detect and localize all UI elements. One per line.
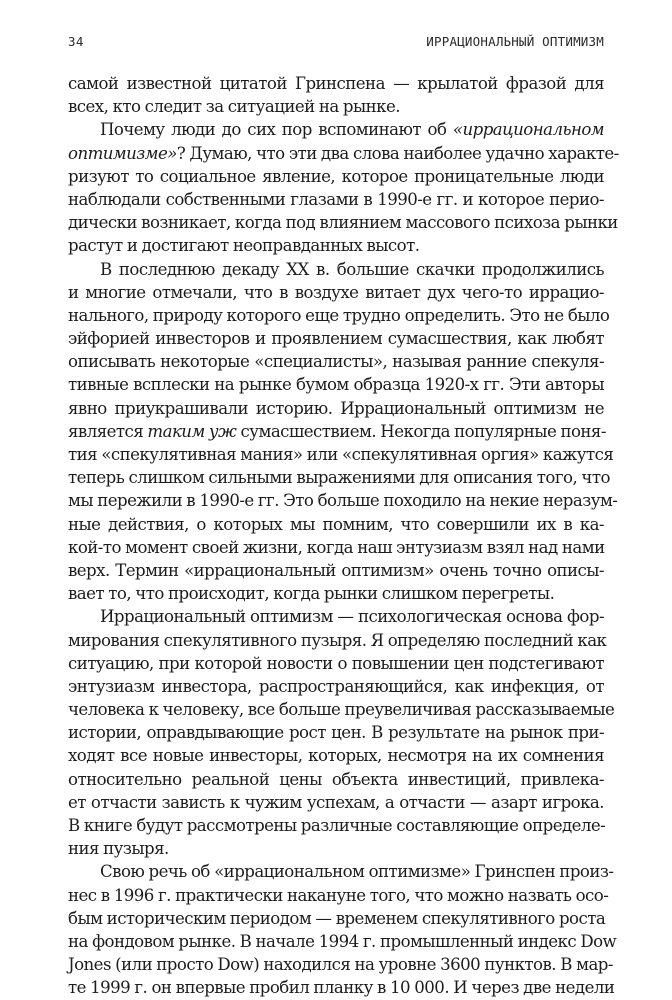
text-line: тивные всплески на рынке бумом образца 1920-х гг. Эти авторы <box>68 375 604 395</box>
text-line: ет отчасти зависть к чужим успехам, а отчасти — азарт игрока. <box>68 792 604 812</box>
text-line: человека к человеку, все больше преувеличивая рассказываемые <box>68 700 615 720</box>
text-line: эйфорией инвесторов и проявлением сумасшествия, как любят <box>68 329 604 349</box>
text-line: описывать некоторые «специалисты», называя ранние спекуля- <box>68 352 604 372</box>
text-line: энтузиазм инвестора, распространяющийся, как инфекция, от <box>68 676 604 696</box>
text-line: вает то, что происходит, когда рынки слишком перегреты. <box>68 584 555 604</box>
text-line: тия «спекулятивная мания» или «спекулятивная оргия» кажутся <box>68 445 614 464</box>
text-line: В книге будут рассмотрены различные составляющие определе- <box>68 816 606 835</box>
text-line: явно приукрашивали историю. Иррациональный оптимизм не <box>68 398 604 418</box>
text-line: ситуацию, при которой новости о повышении цен подстегивают <box>68 653 604 673</box>
text-line: на фондовом рынке. В начале 1994 г. промышленный индекс Dow <box>68 931 617 951</box>
text-line: нес в 1996 г. практически накануне того, что можно назвать осо- <box>68 885 609 905</box>
text-line: и многие отмечали, что в воздухе витает дух чего-то иррацио- <box>68 282 604 302</box>
running-title: ИРРАЦИОНАЛЬНЫЙ ОПТИМИЗМ <box>426 34 604 49</box>
text-line: дически возникает, когда под влиянием массового психоза рынки <box>68 213 618 233</box>
running-head <box>68 34 604 56</box>
text-line: истории, оправдывающие рост цен. В результате на рынок при- <box>68 723 604 743</box>
text-line: Свою речь об «иррациональном оптимизме» Гринспен произ- <box>100 862 614 882</box>
text-run: является <box>68 421 148 441</box>
text-line: кой-то момент своей жизни, когда наш энтузиазм взял над нами <box>68 537 605 557</box>
text-line <box>68 118 604 141</box>
text-line: В последнюю декаду XX в. большие скачки продолжились <box>100 259 604 279</box>
italic-run: «иррациональном <box>452 120 604 140</box>
text-run: Почему люди до сих пор вспоминают об <box>100 120 453 140</box>
text-line: ния пузыря. <box>68 839 169 859</box>
text-line: ризуют то социальное явление, которое проницательные люди <box>68 166 604 186</box>
text-line: наблюдали собственными глазами в 1990-е гг. и которое перио- <box>68 189 604 209</box>
text-line: мирования спекулятивного пузыря. Я определяю последний как <box>68 630 607 650</box>
text-line: ходят все новые инвесторы, которых, несмотря на их сомнения <box>68 746 604 766</box>
text-line: бым историческим периодом — временем спекулятивного роста <box>68 908 606 928</box>
text-line: ные действия, о которых мы помним, что совершили их в ка- <box>68 514 604 534</box>
text-line <box>68 142 619 165</box>
page-number: 34 <box>68 34 84 49</box>
body-text <box>68 72 619 1000</box>
text-line: теперь слишком сильными выражениями для описания того, что <box>68 468 610 488</box>
text-line: мы пережили в 1990-е гг. Это больше походило на некие неразум- <box>68 491 618 511</box>
text-line: нального, природу которого еще трудно определить. Это не было <box>68 305 610 325</box>
text-line: самой известной цитатой Гринспена — крылатой фразой для <box>68 74 604 93</box>
text-run: сумасшествием. Некогда популярные поня- <box>236 421 606 441</box>
text-line: верх. Термин «иррациональный оптимизм» очень точно описы- <box>68 560 604 580</box>
text-line: всех, кто следит за ситуацией на рынке. <box>68 97 400 117</box>
text-line: относительно реальной цены объекта инвестиций, привлека- <box>68 769 604 789</box>
text-line: растут и достигают неоправданных высот. <box>68 236 420 256</box>
text-run: ? Думаю, что эти два слова наиболее удачно характе- <box>176 143 619 163</box>
italic-run: таким уж <box>147 421 237 441</box>
text-line: Jones (или просто Dow) находился на уровне 3600 пунктов. В мар- <box>68 955 613 975</box>
text-line <box>68 420 604 443</box>
text-line: Иррациональный оптимизм — психологическая основа фор- <box>100 607 604 627</box>
text-line: те 1999 г. он впервые пробил планку в 10 000. И через две недели <box>68 978 615 998</box>
italic-run: оптимизме» <box>68 143 177 163</box>
